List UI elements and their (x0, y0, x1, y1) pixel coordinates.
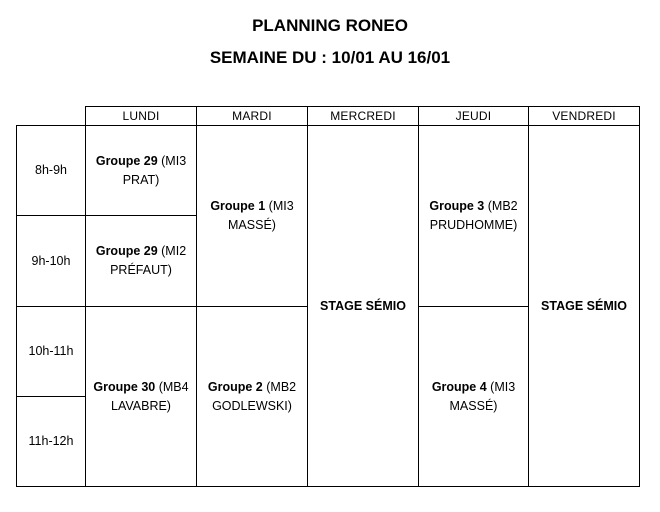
grid-line (639, 106, 640, 487)
week-subtitle: SEMAINE DU : 10/01 AU 16/01 (209, 48, 451, 67)
time-slot-8h-9h: 8h-9h (35, 163, 67, 177)
course-jeudi-10h (419, 307, 528, 486)
course-mardi-8h (197, 126, 307, 306)
time-slot-11h-12h: 11h-12h (28, 434, 74, 448)
course-teacher: LAVABRE) (111, 398, 171, 413)
course-room: (MI3 (265, 199, 294, 213)
course-group: Groupe 29 (95, 244, 158, 258)
course-mardi-10h (197, 307, 307, 486)
course-group: Groupe 3 (429, 199, 485, 213)
course-lundi-8h (86, 126, 196, 215)
course-vendredi-stage: STAGE SÉMIO (541, 298, 627, 313)
course-room: (MB2 (262, 379, 297, 394)
page-title: PLANNING RONEO (252, 16, 408, 35)
course-room: (MB4 (155, 379, 189, 394)
course-room: (MI3 (157, 153, 187, 168)
course-group: Groupe 2 (207, 379, 263, 394)
day-header-mercredi: MERCREDI (330, 108, 396, 123)
course-group: Groupe 29 (95, 153, 158, 168)
time-slot-9h-10h: 9h-10h (31, 253, 71, 268)
day-header-lundi: LUNDI (122, 108, 160, 123)
course-teacher: MASSÉ) (449, 398, 498, 413)
course-lundi-9h (86, 216, 196, 306)
course-room: (MB2 (484, 199, 518, 213)
course-teacher: PRUDHOMME) (429, 218, 518, 232)
course-mercredi-stage: STAGE SÉMIO (320, 298, 406, 313)
day-header-vendredi: VENDREDI (552, 108, 616, 123)
course-teacher: GODLEWSKI) (212, 398, 292, 413)
course-lundi-10h (86, 307, 196, 486)
course-room: (MI3 (486, 379, 516, 394)
course-jeudi-8h (419, 126, 528, 306)
course-group: Groupe 4 (431, 379, 487, 394)
day-header-mardi: MARDI (232, 108, 272, 123)
course-group: Groupe 1 (210, 199, 266, 213)
grid-line (16, 486, 640, 487)
day-header-jeudi: JEUDI (455, 108, 492, 123)
course-teacher: MASSÉ) (228, 218, 276, 232)
course-teacher: PRÉFAUT) (110, 263, 172, 277)
course-teacher: PRAT) (122, 172, 160, 187)
course-group: Groupe 30 (93, 379, 156, 394)
course-room: (MI2 (157, 244, 187, 258)
time-slot-10h-11h: 10h-11h (28, 344, 74, 358)
